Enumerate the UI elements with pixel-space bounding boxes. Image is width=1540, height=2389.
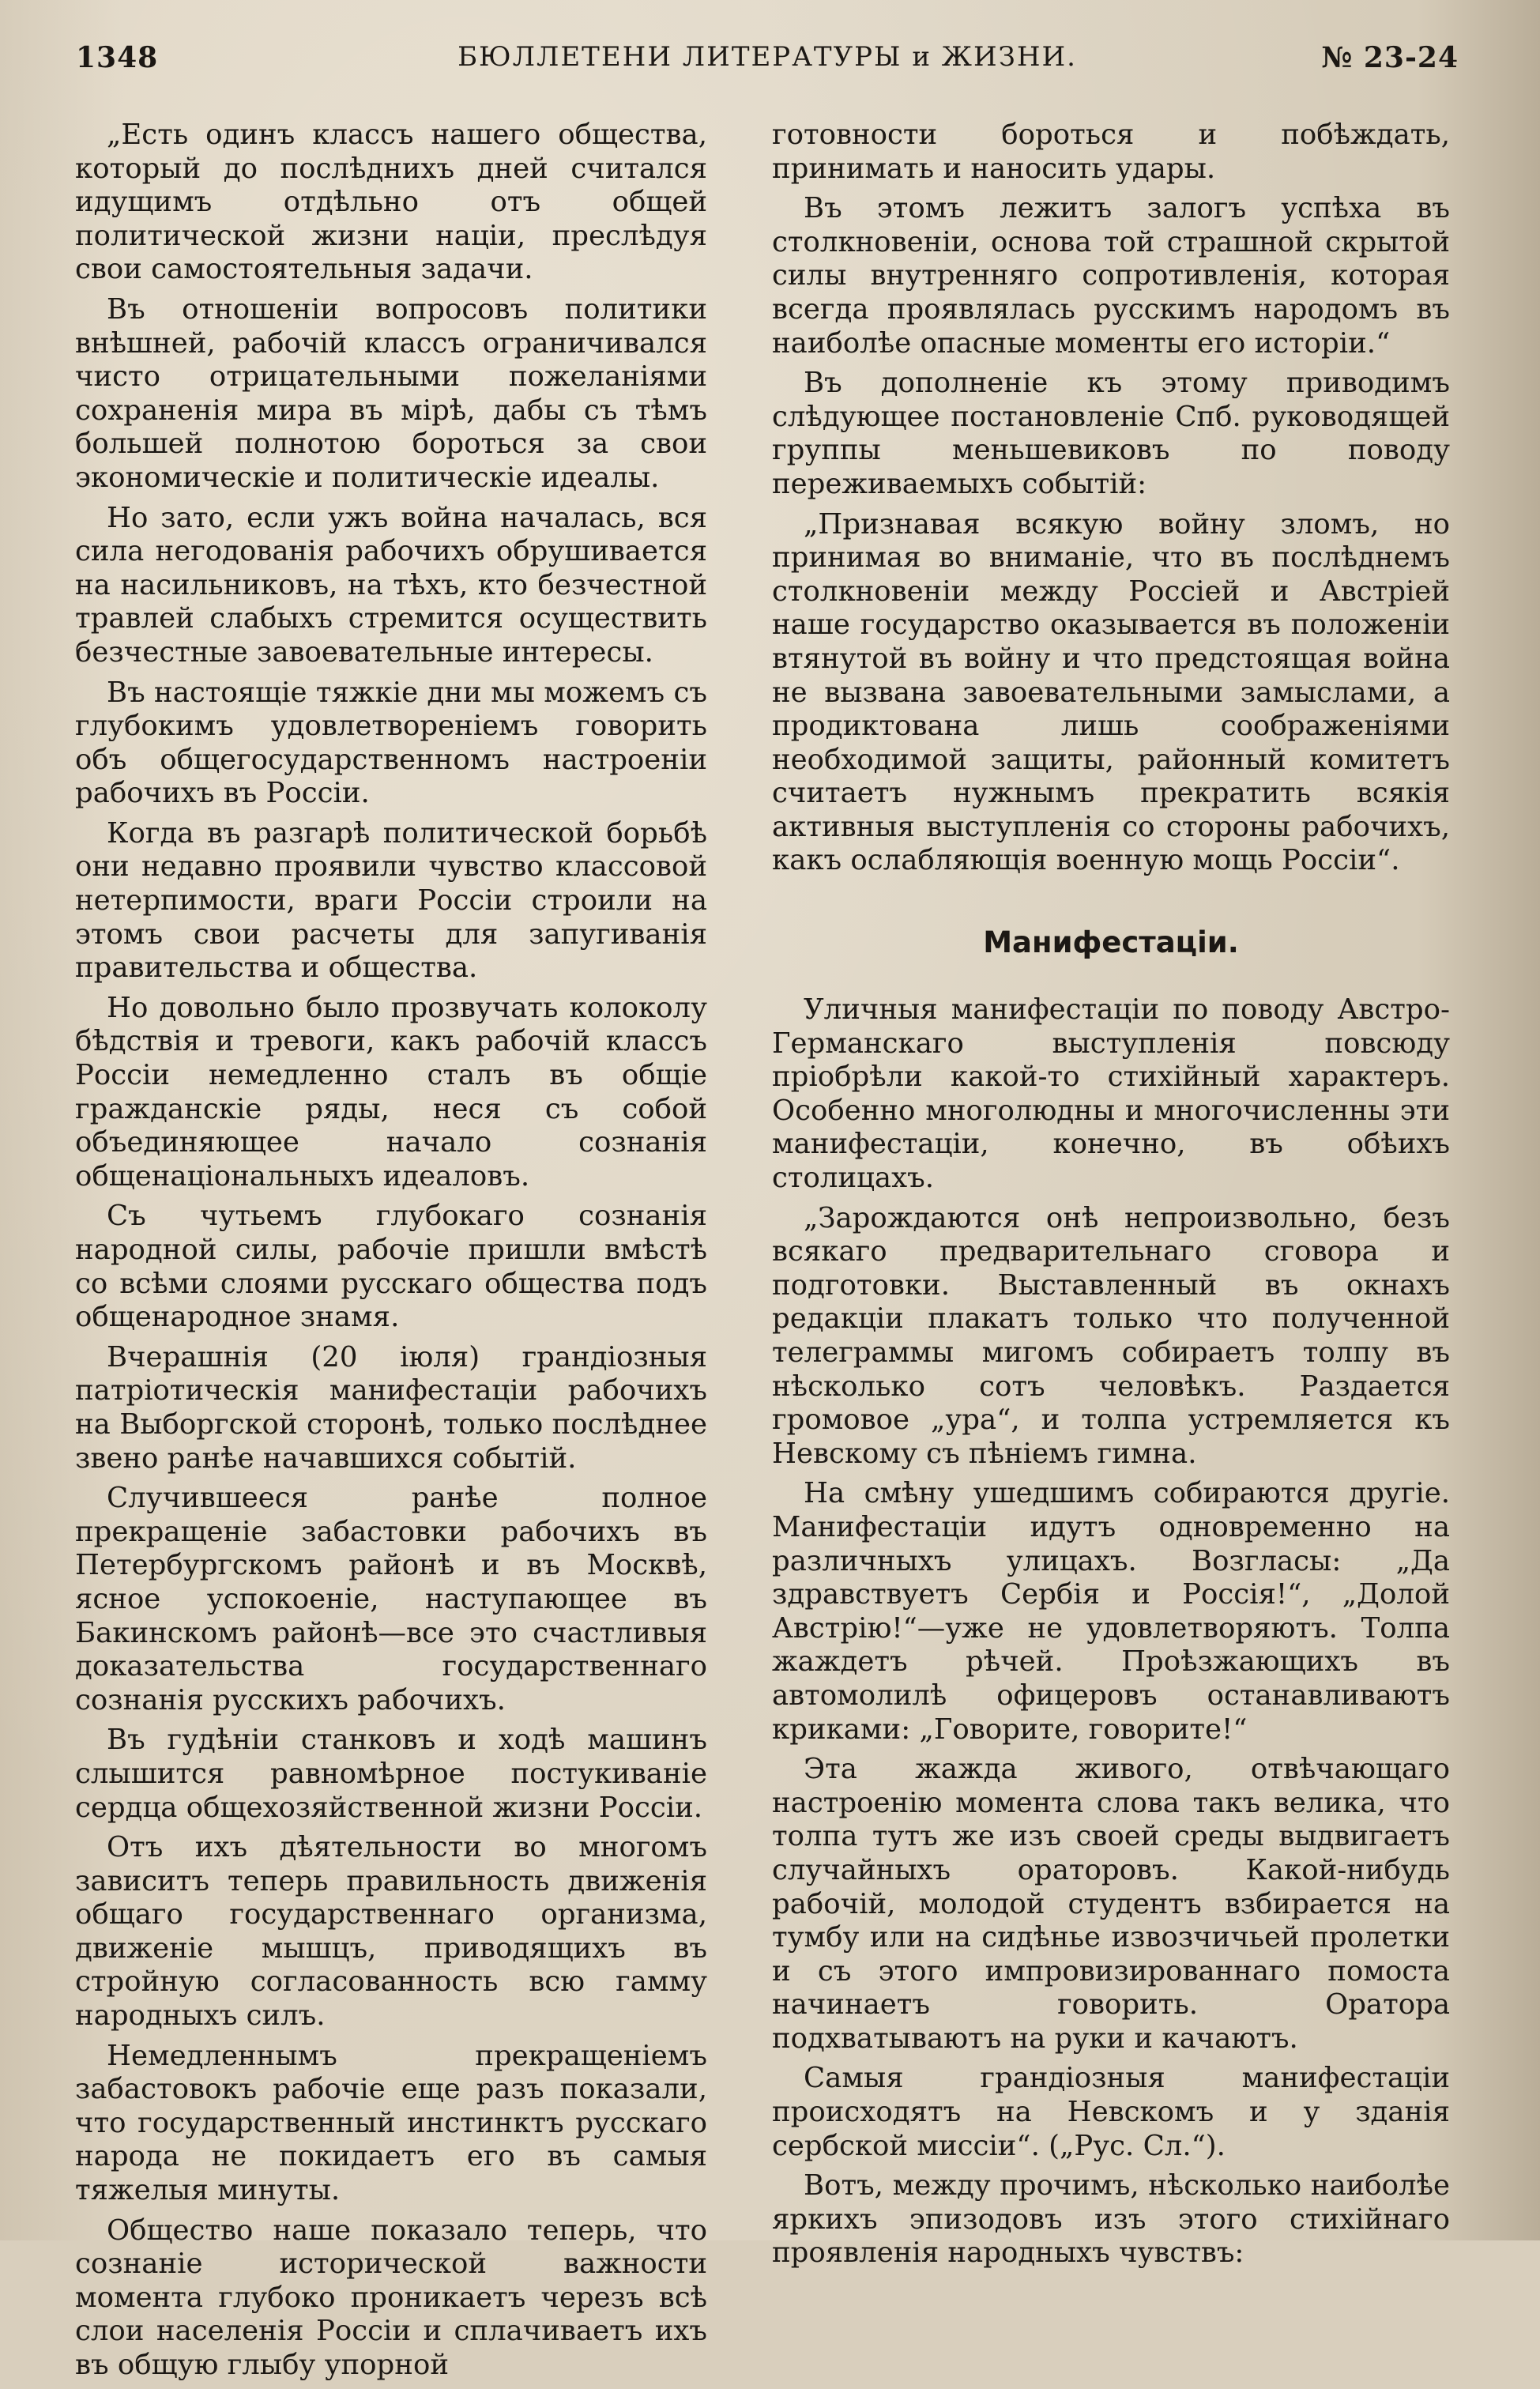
page-number: 1348 [76,41,159,74]
issue-number: № 23-24 [1321,41,1459,74]
paragraph: Вчерашнія (20 іюля) грандіозныя патріотическія манифестаціи рабочихъ на Выборгской сторонѣ, только послѣднее звено ранѣе начавшихся событій. [75,1340,707,1475]
paragraph-continued: готовности бороться и побѣждать, принимать и наносить удары. [772,119,1450,185]
paragraph: Въ гудѣніи станковъ и ходѣ машинъ слышится равномѣрное постукиваніе сердца общехозяйственной жизни Россіи. [75,1724,707,1824]
paragraph: Въ отношеніи вопросовъ политики внѣшней, рабочій классъ ограничивался чисто отрицательными пожеланіями сохраненія мира въ мірѣ, дабы съ тѣмъ большей полнотою бороться за свои экономическіе и политическіе идеалы. [75,292,707,494]
paragraph: Уличныя манифестаціи по поводу Австро-Германскаго выступленія повсюду пріобрѣли какой-то стихійный характеръ. Особенно многолюдны и многочисленны эти манифестаціи, конечно, въ обѣихъ столицахъ. [772,993,1450,1195]
paragraph: „Зарождаются онѣ непроизвольно, безъ всякаго предварительнаго сговора и подготовки. Выставленный въ окнахъ редакціи плакатъ только что полученной телеграммы мигомъ собираетъ толпу въ нѣсколько сотъ человѣкъ. Раздается громовое „ура“, и толпа устремляется къ Невскому съ пѣніемъ гимна. [772,1201,1450,1470]
page-header [76,41,1459,89]
paragraph: Эта жажда живого, отвѣчающаго настроенію момента слова такъ велика, что толпа тутъ же изъ своей среды выдвигаетъ случайныхъ ораторовъ. Какой-нибудь рабочій, молодой студентъ взбирается на тумбу или на сидѣнье извозчичьей пролетки и съ этого импровизированнаго помоста начинаетъ говорить. Оратора подхватываютъ на руки и качаютъ. [772,1753,1450,2055]
paragraph: „Признавая всякую войну зломъ, но принимая во вниманіе, что въ послѣднемъ столкновеніи между Россіей и Австріей наше государство оказывается въ положеніи втянутой въ войну и что предстоящая война не вызвана завоевательными замыслами, а продиктована лишь соображеніями необходимой защиты, районный комитетъ считаетъ нужнымъ прекратить всякія активныя выступленія со стороны рабочихъ, какъ ослабляющія военную мощь Россіи“. [772,507,1450,877]
paragraph: Немедленнымъ прекращеніемъ забастовокъ рабочіе еще разъ показали, что государственный инстинктъ русскаго народа не покидаетъ его въ самыя тяжелыя минуты. [75,2039,707,2207]
paragraph: Въ этомъ лежитъ залогъ успѣха въ столкновеніи, основа той страшной скрытой силы внутренняго сопротивленія, которая всегда проявлялась русскимъ народомъ въ наиболѣе опасные моменты его исторіи.“ [772,192,1450,360]
paragraph: Но довольно было прозвучать колоколу бѣдствія и тревоги, какъ рабочій классъ Россіи немедленно сталъ въ общіе гражданскіе ряды, неся съ собой объединяющее начало сознанія общенаціональныхъ идеаловъ. [75,991,707,1193]
paragraph: Съ чутьемъ глубокаго сознанія народной силы, рабочіе пришли вмѣстѣ со всѣми слоями русскаго общества подъ общенародное знамя. [75,1200,707,1334]
paragraph: Общество наше показало теперь, что сознаніе исторической важности момента глубоко проникаетъ черезъ всѣ слои населенія Россіи и сплачиваетъ ихъ въ общую глыбу упорной [75,2214,707,2381]
paragraph: Когда въ разгарѣ политической борьбѣ они недавно проявили чувство классовой нетерпимости, враги Россіи строили на этомъ свои расчеты для запугиванія правительства и общества. [75,816,707,985]
paragraph: Случившееся ранѣе полное прекращеніе забастовки рабочихъ въ Петербургскомъ районѣ и въ Москвѣ, ясное успокоеніе, наступающее въ Бакинскомъ районѣ—все это счастливыя доказательства государственнаго сознанія русскихъ рабочихъ. [75,1482,707,1716]
paragraph: Въ дополненіе къ этому приводимъ слѣдующее постановленіе Спб. руководящей группы меньшевиковъ по поводу переживаемыхъ событій: [772,367,1450,500]
paragraph: Вотъ, между прочимъ, нѣсколько наиболѣе яркихъ эпизодовъ изъ этого стихійнаго проявленія народныхъ чувствъ: [772,2169,1450,2270]
right-column [772,119,1450,2277]
paragraph: „Есть одинъ классъ нашего общества, который до послѣднихъ дней считался идущимъ отдѣльно отъ общей политической жизни націи, преслѣдуя свои самостоятельныя задачи. [75,119,707,286]
paragraph: Въ настоящіе тяжкіе дни мы можемъ съ глубокимъ удовлетвореніемъ говорить объ общегосударственномъ настроеніи рабочихъ въ Россіи. [75,676,707,810]
journal-title: БЮЛЛЕТЕНИ ЛИТЕРАТУРЫ и ЖИЗНИ. [457,41,1077,73]
paragraph: Самыя грандіозныя манифестаціи происходятъ на Невскомъ и у зданія сербской миссіи“. („Рус. Сл.“). [772,2062,1450,2162]
paragraph: На смѣну ушедшимъ собираются другіе. Манифестаціи идутъ одновременно на различныхъ улицахъ. Возгласы: „Да здравствуетъ Сербія и Россія!“, „Долой Австрію!“—уже не удовлетворяютъ. Толпа жаждетъ рѣчей. Проѣзжающихъ въ автомолилѣ офицеровъ останавливаютъ криками: „Говорите, говорите!“ [772,1477,1450,1746]
left-column [75,119,707,2389]
section-heading: Манифестаціи. [983,925,1239,960]
paragraph: Но зато, если ужъ война началась, вся сила негодованія рабочихъ обрушивается на насильниковъ, на тѣхъ, кто безчестной травлей слабыхъ стремится осуществить безчестные завоевательные интересы. [75,501,707,669]
paragraph: Отъ ихъ дѣятельности во многомъ зависитъ теперь правильность движенія общаго государственнаго организма, движеніе мышцъ, приводящихъ въ стройную согласованность всю гамму народныхъ силъ. [75,1831,707,2033]
